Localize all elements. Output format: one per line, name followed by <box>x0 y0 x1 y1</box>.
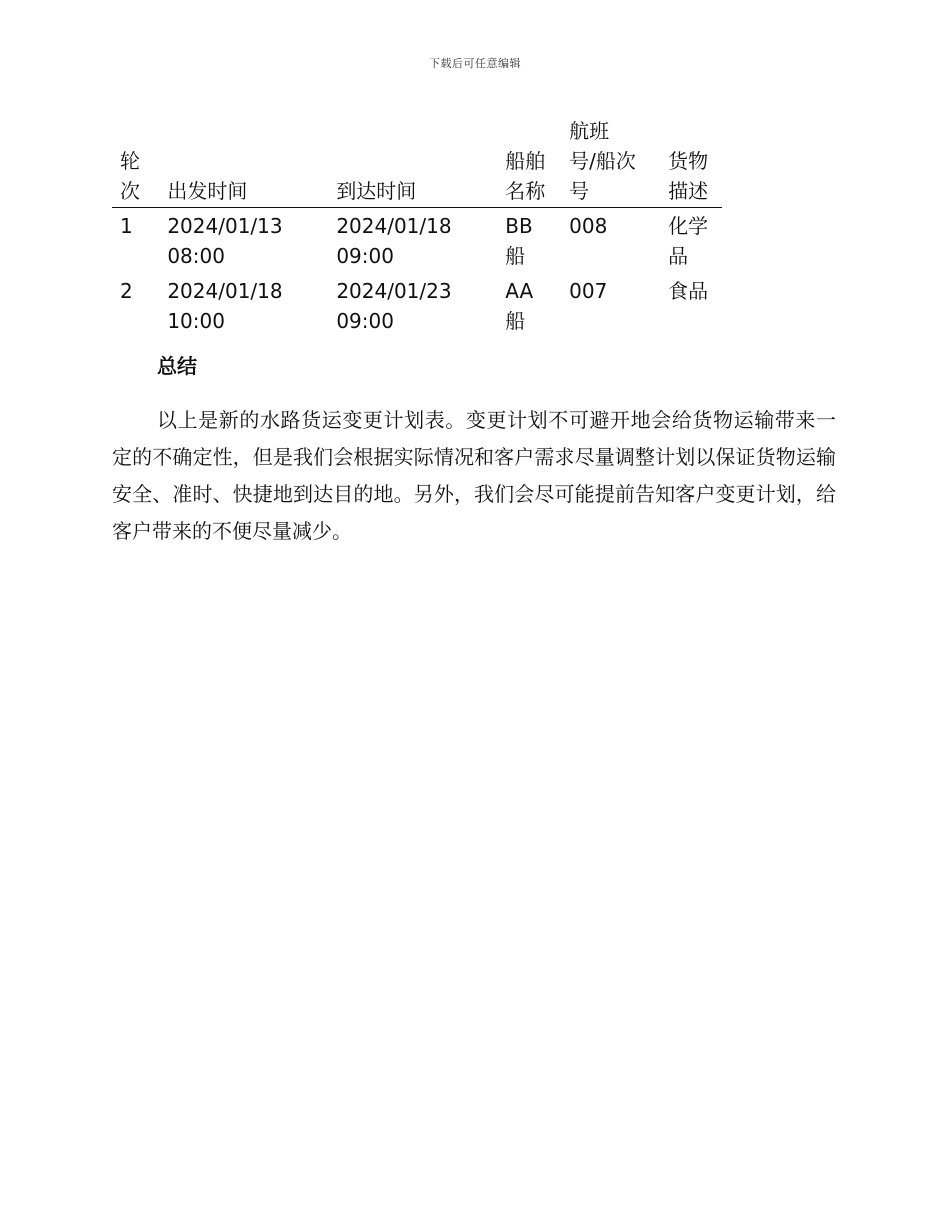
cell-cargo: 食品 <box>668 279 709 303</box>
cell-round: 2 <box>120 279 133 303</box>
column-header-arrive: 到达时间 <box>336 179 417 203</box>
cell-ship: BB 船 <box>505 214 533 268</box>
cell-cargo: 化学 品 <box>668 214 709 268</box>
table-row <box>112 208 722 274</box>
column-header-ship: 船舶 名称 <box>505 149 546 203</box>
cell-ship: AA 船 <box>505 279 534 333</box>
column-header-voyage: 航班 号/船次 号 <box>569 119 636 203</box>
cell-voyage: 008 <box>569 214 608 238</box>
column-header-round: 轮 次 <box>120 149 140 203</box>
shipping-schedule-table <box>112 116 722 338</box>
table-header-row <box>112 116 722 208</box>
page-header-note: 下载后可任意编辑 <box>429 57 521 70</box>
column-header-depart: 出发时间 <box>167 179 248 203</box>
summary-heading: 总结 <box>157 354 197 378</box>
cell-arrive: 2024/01/18 09:00 <box>336 214 452 268</box>
summary-paragraph: 以上是新的水路货运变更计划表。变更计划不可避开地会给货物运输带来一定的不确定性，但是我们会根据实际情况和客户需求尽量调整计划以保证货物运输安全、准时、快捷地到达目的地。另外，我们会尽可能提前告知客户变更计划，给客户带来的不便尽量减少。 <box>112 408 836 543</box>
cell-voyage: 007 <box>569 279 608 303</box>
cell-depart: 2024/01/13 08:00 <box>167 214 283 268</box>
table-row <box>112 273 722 338</box>
cell-round: 1 <box>120 214 133 238</box>
cell-depart: 2024/01/18 10:00 <box>167 279 283 333</box>
cell-arrive: 2024/01/23 09:00 <box>336 279 452 333</box>
column-header-cargo: 货物 描述 <box>668 149 709 203</box>
